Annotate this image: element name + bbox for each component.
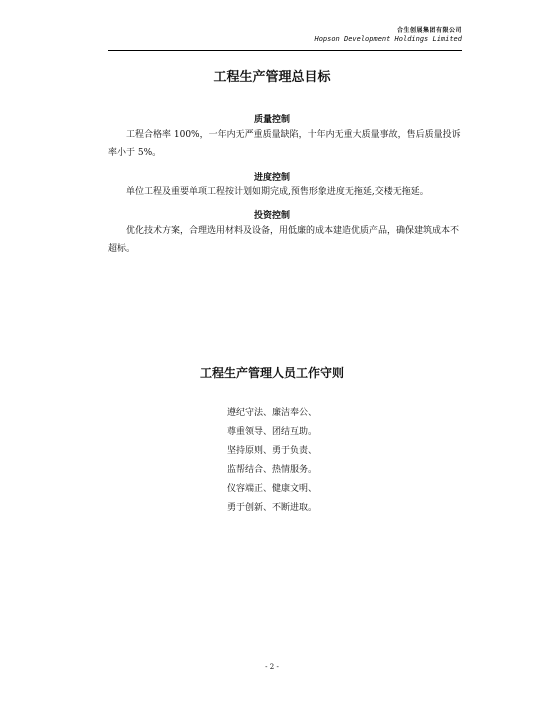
rules-title: 工程生产管理人员工作守则 <box>199 366 344 380</box>
rule-line: 勇于创新、不断进取。 <box>227 503 318 513</box>
section-text-cost: 优化技术方案，合理选用材料及设备，用低廉的成本建造优质产品，确保建筑成本不超标。 <box>108 226 460 254</box>
rules-list <box>227 404 317 518</box>
rule-line: 尊重领导、团结互助。 <box>227 427 318 437</box>
section-heading-schedule: 进度控制 <box>253 173 290 183</box>
rule-line: 仪容端正、健康文明、 <box>227 484 318 494</box>
header-divider <box>108 50 462 51</box>
section-heading-quality: 质量控制 <box>253 115 290 125</box>
section-text-schedule: 单位工程及重要单项工程按计划如期完成,预售形象进度无拖延,交楼无拖延。 <box>126 187 429 197</box>
section-text-quality: 工程合格率 100%，一年内无严重质量缺陷，十年内无重大质量事故，售后质量投诉率小于 5%。 <box>108 130 461 158</box>
page-number: - 2 - <box>265 663 279 671</box>
rule-line: 遵纪守法、廉洁奉公、 <box>227 408 318 418</box>
rule-line: 坚持原则、勇于负责、 <box>227 446 318 456</box>
section-heading-cost: 投资控制 <box>253 211 290 221</box>
company-name-en: Hopson Development Holdings Limited <box>314 35 462 43</box>
rule-line: 监帮结合、热情服务。 <box>227 465 318 475</box>
page-title: 工程生产管理总目标 <box>213 70 331 85</box>
page-header <box>108 27 462 44</box>
company-name-cn: 合生创展集团有限公司 <box>396 27 462 34</box>
